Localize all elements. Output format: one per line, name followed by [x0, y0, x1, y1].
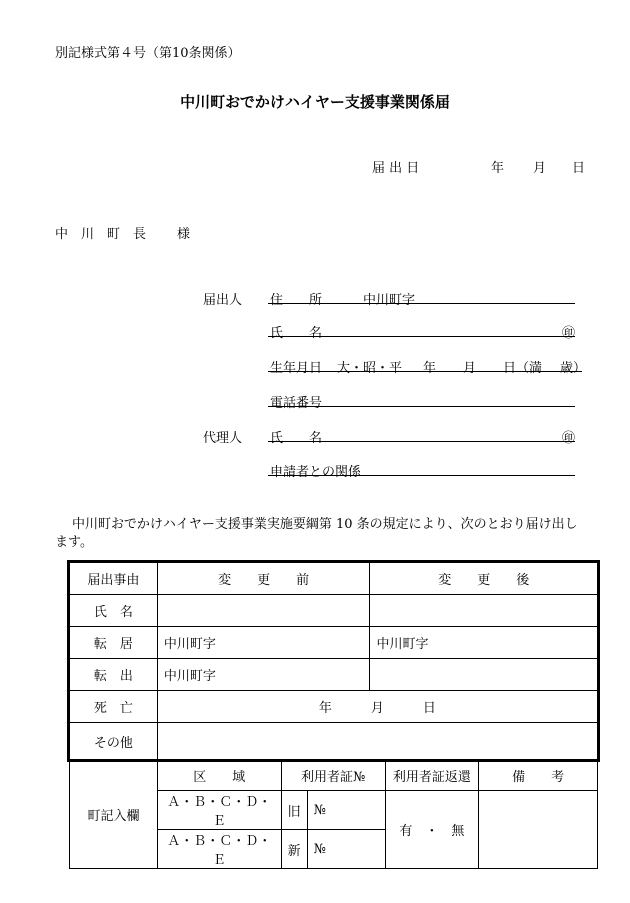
- other-label: その他: [70, 723, 158, 760]
- reason-cell: 転 居: [70, 627, 158, 659]
- district-options-new[interactable]: Ａ・Ｂ・Ｃ・Ｄ・Ｅ: [157, 830, 281, 869]
- date-year: 年: [491, 161, 505, 176]
- addressee: 中 川 町 長: [55, 227, 147, 242]
- relation-field-line: [268, 475, 575, 476]
- address-value[interactable]: 中川町字: [363, 293, 416, 308]
- relation-label: 申請者との関係: [270, 465, 362, 480]
- cert-return-options[interactable]: 有 ・ 無: [385, 791, 478, 869]
- birth-day: 日（満: [503, 361, 543, 376]
- addressee-suffix: 様: [177, 227, 191, 242]
- applicant-label: 届出人: [203, 293, 243, 308]
- agent-label: 代理人: [203, 431, 243, 446]
- table-row: [70, 659, 598, 691]
- header-remarks: 備 考: [479, 760, 598, 791]
- office-use-table: [69, 759, 598, 869]
- old-cert-no[interactable]: №: [307, 791, 385, 830]
- before-cell[interactable]: [157, 595, 370, 627]
- agent-name-field-line: [268, 441, 575, 442]
- header-district: 区 域: [157, 760, 281, 791]
- death-date-cell[interactable]: 年 月 日: [157, 691, 597, 723]
- change-table: [69, 562, 598, 760]
- phone-field-line: [268, 406, 575, 407]
- form-number: 別記様式第４号（第10条関係）: [55, 46, 241, 61]
- applicant-seal-mark: ㊞: [562, 326, 576, 341]
- birth-month: 月: [463, 361, 477, 376]
- header-cert-return: 利用者証返還: [385, 760, 478, 791]
- birth-era: 大・昭・平: [337, 361, 403, 376]
- new-cert-no[interactable]: №: [307, 830, 385, 869]
- header-user-cert-no: 利用者証№: [281, 760, 385, 791]
- after-cell[interactable]: 中川町字: [370, 627, 598, 659]
- body-text-line2: ます。: [55, 535, 93, 550]
- table-row: [70, 595, 598, 627]
- agent-seal-mark: ㊞: [562, 431, 576, 446]
- other-cell[interactable]: [157, 723, 597, 760]
- applicant-name-field-line: [268, 336, 575, 337]
- reason-cell: 転 出: [70, 659, 158, 691]
- date-label: 届 出 日: [372, 161, 420, 176]
- death-label: 死 亡: [70, 691, 158, 723]
- before-cell[interactable]: 中川町字: [157, 659, 370, 691]
- reason-cell: 氏 名: [70, 595, 158, 627]
- before-cell[interactable]: 中川町字: [157, 627, 370, 659]
- birth-age: 歳）: [560, 361, 587, 376]
- header-before: 変 更 前: [157, 563, 370, 595]
- form-title: 中川町おでかけハイヤー支援事業関係届: [180, 93, 450, 111]
- date-day: 日: [572, 161, 586, 176]
- old-label: 旧: [281, 791, 307, 830]
- phone-label: 電話番号: [270, 396, 323, 411]
- agent-name-label: 氏 名: [270, 431, 323, 446]
- after-cell[interactable]: [370, 595, 598, 627]
- remarks-cell[interactable]: [479, 791, 598, 869]
- header-reason: 届出事由: [70, 563, 158, 595]
- birth-field-line: [268, 371, 582, 372]
- address-label: 住 所: [270, 293, 323, 308]
- birth-year: 年: [423, 361, 437, 376]
- table-row: [70, 691, 598, 723]
- table-row: [70, 723, 598, 760]
- office-use-label: 町記入欄: [70, 760, 158, 869]
- body-text-line1: 中川町おでかけハイヤー支援事業実施要綱第 10 条の規定により、次のとおり届け出し: [72, 517, 578, 532]
- after-cell[interactable]: [370, 659, 598, 691]
- date-month: 月: [533, 161, 547, 176]
- new-label: 新: [281, 830, 307, 869]
- district-options-old[interactable]: Ａ・Ｂ・Ｃ・Ｄ・Ｅ: [157, 791, 281, 830]
- table-row: [70, 627, 598, 659]
- header-after: 変 更 後: [370, 563, 598, 595]
- address-field-line: [268, 303, 575, 304]
- birth-label: 生年月日: [270, 361, 323, 376]
- applicant-name-label: 氏 名: [270, 326, 323, 341]
- table-header-row: [70, 563, 598, 595]
